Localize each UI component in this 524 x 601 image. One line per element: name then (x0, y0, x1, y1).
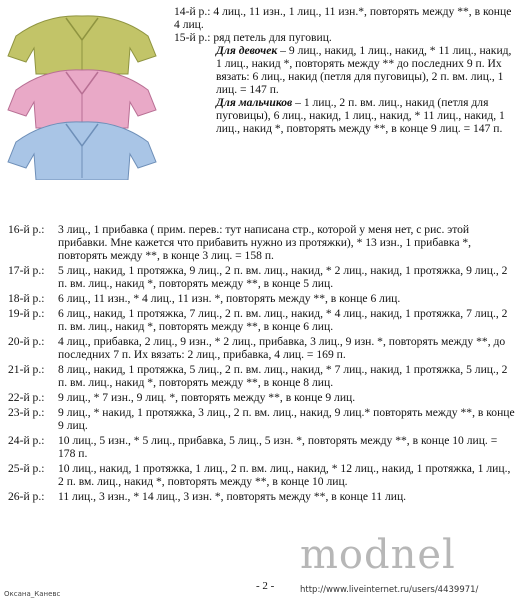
row-label: 23-й р.: (8, 406, 45, 419)
row-text: 8 лиц., накид, 1 протяжка, 5 лиц., 2 п. вм. лиц., накид, * 7 лиц., накид, 1 протяжка, 5 лиц., 2 п. вм. лиц., накид *, повторять между **, в конце 8 лиц. (58, 363, 508, 389)
row-text: 5 лиц., накид, 1 протяжка, 9 лиц., 2 п. вм. лиц., накид, * 2 лиц., накид, 1 протяжка, 9 лиц., 2 п. вм. лиц., накид *, повторять между **, в конце 5 лиц. (58, 264, 508, 290)
row-text: 10 лиц., накид, 1 протяжка, 1 лиц., 2 п. вм. лиц., накид, * 12 лиц., накид, 1 протяжка, 1 лиц., 2 п. вм. лиц., накид *, повторять между **, в конце 10 лиц. (58, 462, 511, 488)
row-label: 26-й р.: (8, 490, 45, 503)
row-instruction (8, 391, 516, 404)
row-instruction (8, 434, 516, 460)
row-text: 10 лиц., 5 изн., * 5 лиц., прибавка, 5 лиц., 5 изн. *, повторять между **, в конце 10 лиц. = 178 п. (58, 434, 498, 460)
boys-instruction (216, 96, 514, 135)
row-instruction (8, 335, 516, 361)
blue-sweater-image (6, 112, 158, 180)
source-url: http://www.liveinternet.ru/users/4439971/ (300, 585, 479, 595)
row-label: 18-й р.: (8, 292, 45, 305)
row-label: 16-й р.: (8, 223, 45, 236)
row-text: 9 лиц., * накид, 1 протяжка, 3 лиц., 2 п. вм. лиц., накид, 9 лиц.* повторять между **, в конце 9 лиц. (58, 406, 515, 432)
row-instruction (8, 462, 516, 488)
row-instruction (8, 307, 516, 333)
row-text: 6 лиц., накид, 1 протяжка, 7 лиц., 2 п. вм. лиц., накид, * 4 лиц., накид, 1 протяжка, 7 лиц., 2 п. вм. лиц., накид *, повторять между **, в конце 6 лиц. (58, 307, 508, 333)
sweaters-photo (6, 4, 158, 180)
row-label: 25-й р.: (8, 462, 45, 475)
row-14-instruction: 14-й р.: 4 лиц., 11 изн., 1 лиц., 11 изн.*, повторять между **, в конце 4 лиц. (174, 5, 512, 31)
row-instructions (8, 223, 516, 505)
row-text: 3 лиц., 1 прибавка ( прим. перев.: тут написана стр., которой у меня нет, с рис. этой прибавки. Мне кажется что прибавить нужно из протяжки), * 13 изн., 1 прибавка *, повторять между **, в конце 3 лиц. = 158 п. (58, 223, 472, 262)
girls-label: Для девочек (216, 44, 278, 57)
boys-text: – 1 лиц., 2 п. вм. лиц., накид (петля для пуговицы), 6 лиц., накид, 1 лиц., накид, * 11 лиц., накид, 1 лиц., накид *, повторять между **, в конце 9 лиц. = 147 п. (216, 96, 505, 135)
row-text: 6 лиц., 11 изн., * 4 лиц., 11 изн. *, повторять между **, в конце 6 лиц. (58, 292, 401, 305)
row-text: 4 лиц., прибавка, 2 лиц., 9 изн., * 2 лиц., прибавка, 3 лиц., 9 изн. *, повторять между **, до последних 7 п. Их вязать: 2 лиц., прибавка, 4 лиц. = 169 п. (58, 335, 506, 361)
top-instructions (174, 5, 514, 135)
row-instruction (8, 363, 516, 389)
row-label: 17-й р.: (8, 264, 45, 277)
row-label: 22-й р.: (8, 391, 45, 404)
boys-label: Для мальчиков (216, 96, 293, 109)
row-label: 24-й р.: (8, 434, 45, 447)
girls-instruction (216, 44, 514, 96)
page-number: - 2 - (256, 580, 275, 592)
row-instruction (8, 406, 516, 432)
row-instruction (8, 223, 516, 262)
row-instruction (8, 490, 516, 503)
row-label: 21-й р.: (8, 363, 45, 376)
row-instruction (8, 264, 516, 290)
girls-text: – 9 лиц., накид, 1 лиц., накид, * 11 лиц., накид, 1 лиц., накид *, повторять между ** до последних 9 п. Их вязать: 6 лиц., накид (петля для пуговицы), 2 п. вм. лиц., 1 лиц. = 147 п. (216, 44, 512, 96)
row-text: 11 лиц., 3 изн., * 14 лиц., 3 изн. *, повторять между **, в конце 11 лиц. (58, 490, 407, 503)
watermark-logo: modnel (300, 532, 456, 578)
row-instruction (8, 292, 516, 305)
row-text: 9 лиц., * 7 изн., 9 лиц. *, повторять между **, в конце 9 лиц. (58, 391, 356, 404)
row-label: 20-й р.: (8, 335, 45, 348)
row-15-instruction: 15-й р.: ряд петель для пуговиц. (174, 31, 332, 44)
signature: Оксана_Каневс (4, 590, 61, 598)
row-label: 19-й р.: (8, 307, 45, 320)
